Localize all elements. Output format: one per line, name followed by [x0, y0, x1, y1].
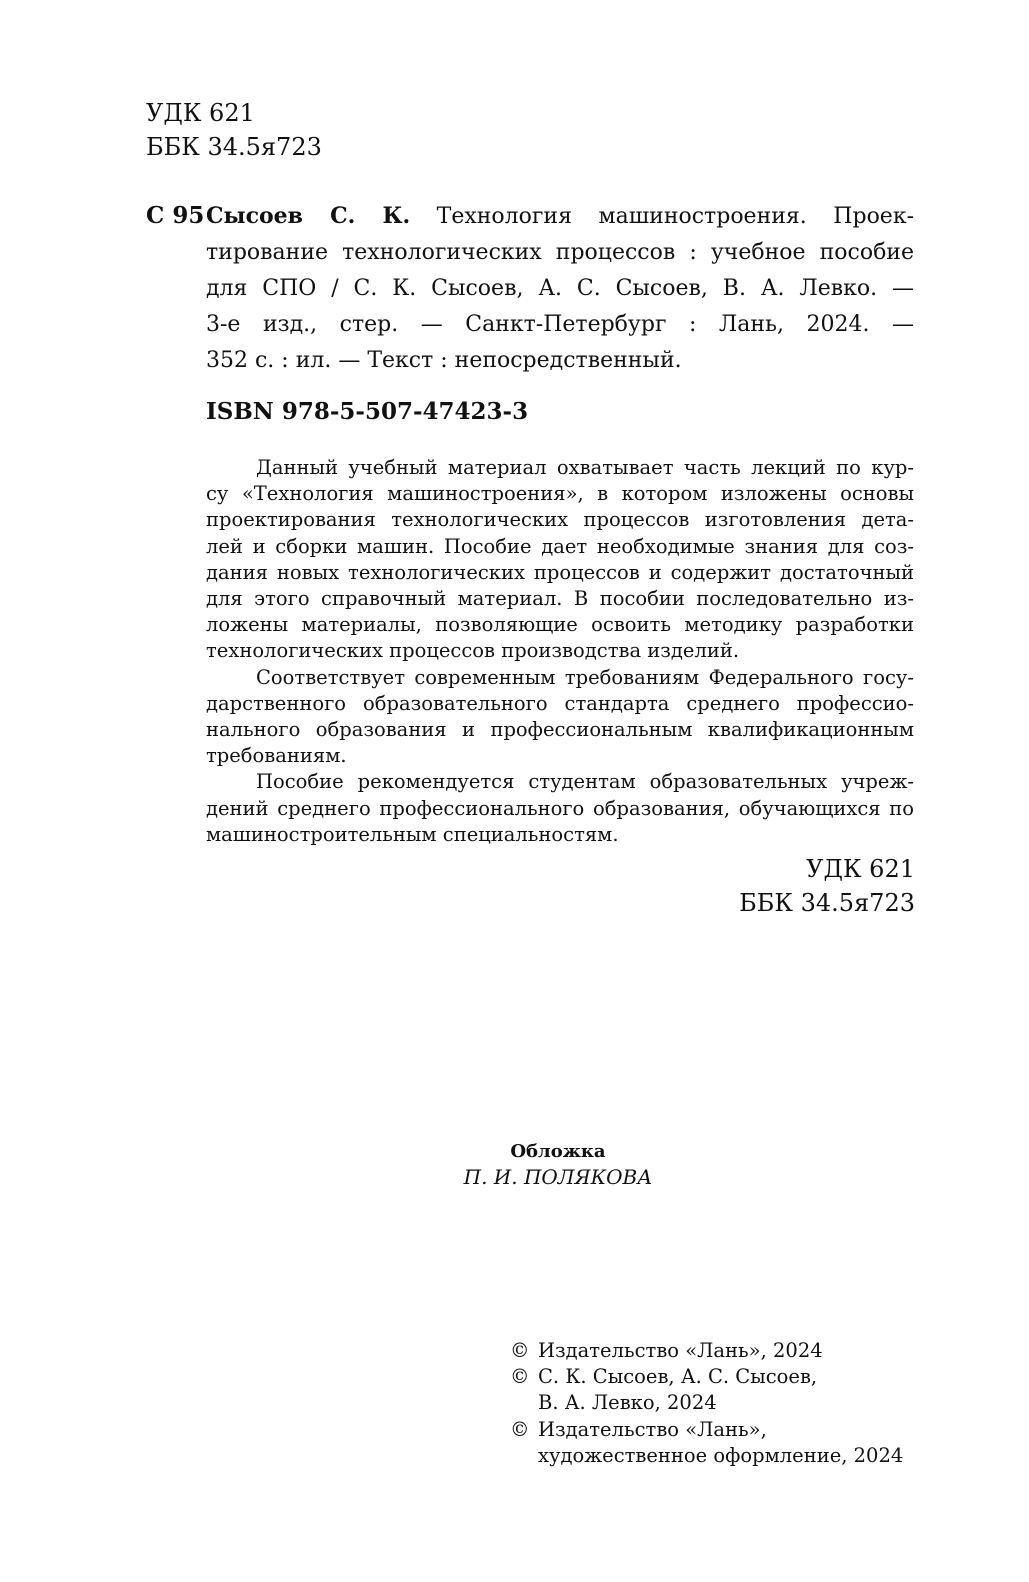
- annotation-line: Данный учебный материал охватывает часть лекций по кур-: [256, 456, 914, 479]
- isbn: ISBN 978-5-507-47423-3: [206, 398, 529, 425]
- annotation-line: технологических процессов производства изделий.: [206, 639, 740, 663]
- copyright-continuation: В. А. Левко, 2024: [538, 1391, 717, 1415]
- udk-code: УДК 621: [806, 855, 915, 883]
- biblio-line: 352 с. : ил. — Текст : непосредственный.: [206, 348, 682, 373]
- bbk-code: ББК 34.5я723: [146, 133, 322, 161]
- annotation-line: дений среднего профессионального образования, обучающихся по: [206, 796, 914, 820]
- copyright-line: © Издательство «Лань», 2024: [510, 1338, 903, 1364]
- author-mark: С 95: [146, 202, 205, 229]
- cover-credit: [0, 1140, 1029, 1190]
- annotation-line: машиностроительным специальностям.: [206, 822, 619, 846]
- bbk-code: ББК 34.5я723: [739, 889, 915, 917]
- cover-label: Обложка: [510, 1141, 606, 1162]
- copyright-continuation: художественное оформление, 2024: [538, 1443, 904, 1467]
- biblio-line: тирование технологических процессов : учебное пособие: [206, 240, 914, 265]
- annotation-line: дарственного образовательного стандарта среднего профессио-: [206, 691, 914, 715]
- annotation-line: для этого справочный материал. В пособии последовательно из-: [206, 587, 914, 611]
- annotation-line: лей и сборки машин. Пособие дает необходимые знания для соз-: [206, 534, 914, 558]
- author-name: Сысоев С. К.: [206, 203, 411, 229]
- annotation-line: су «Технология машиностроения», в котором изложены основы: [206, 482, 914, 506]
- annotation-line: нального образования и профессиональным квалификационным: [206, 718, 914, 742]
- copyright-block: [510, 1338, 903, 1469]
- cover-artist: П. И. ПОЛЯКОВА: [463, 1165, 653, 1189]
- copyright-icon: ©: [510, 1365, 530, 1389]
- biblio-line: 3-е изд., стер. — Санкт-Петербург : Лань, 2024. —: [206, 312, 914, 337]
- annotation-line: ложены материалы, позволяющие освоить методику разработки: [206, 613, 914, 637]
- copyright-line: © С. К. Сысоев, А. С. Сысоев,: [510, 1364, 903, 1390]
- annotation-line: Пособие рекомендуется студентам образовательных учреж-: [256, 770, 914, 794]
- classification-codes-top: [146, 96, 322, 164]
- annotation-line: дания новых технологических процессов и содержит достаточный: [206, 560, 914, 584]
- annotation: [206, 455, 914, 848]
- copyright-icon: ©: [510, 1339, 530, 1362]
- biblio-line: Сысоев С. К. Технология машиностроения. Проек-: [206, 203, 915, 229]
- biblio-line: для СПО / С. К. Сысоев, А. С. Сысоев, В. А. Левко. —: [206, 276, 914, 301]
- udk-code: УДК 621: [146, 99, 255, 127]
- copyright-line: © Издательство «Лань»,: [510, 1417, 903, 1443]
- copyright-icon: ©: [510, 1417, 530, 1441]
- annotation-line: проектирования технологических процессов изготовления дета-: [206, 508, 914, 532]
- annotation-line: Соответствует современным требованиям Федерального госу-: [256, 665, 914, 689]
- classification-codes-bottom: [739, 852, 915, 920]
- bibliographic-description: [206, 198, 914, 379]
- annotation-line: требованиям.: [206, 744, 347, 768]
